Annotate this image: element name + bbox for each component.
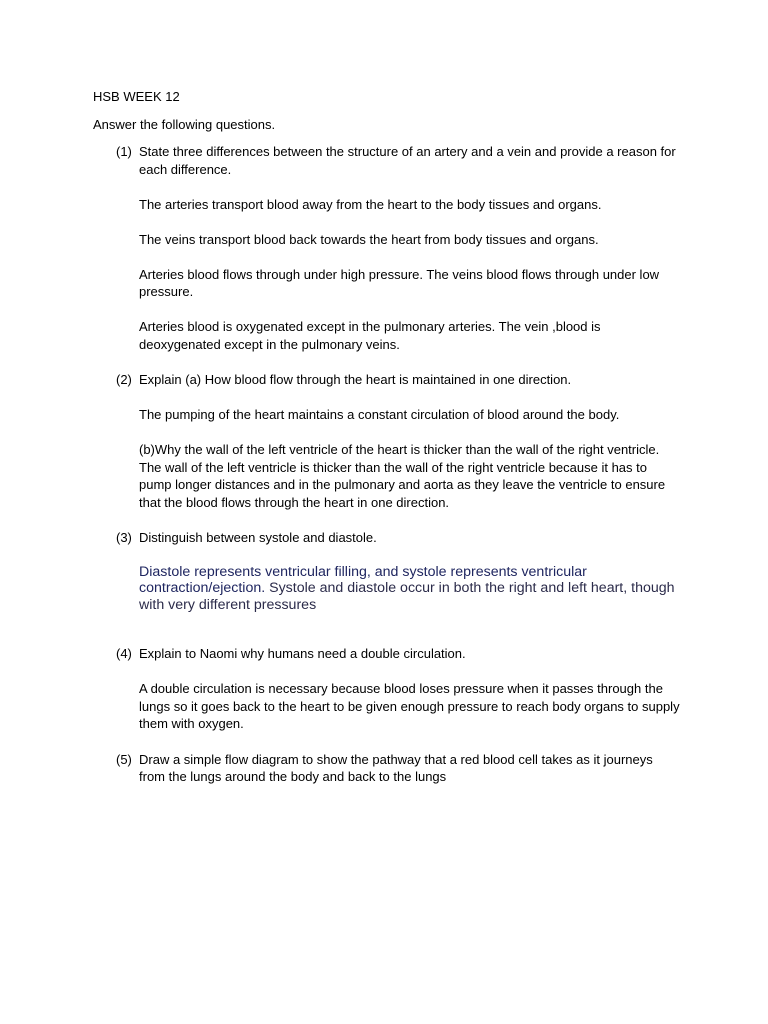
answer-paragraph: Arteries blood is oxygenated except in the pulmonary arteries. The vein ,blood is deoxygenated except in the pulmonary veins. (139, 319, 601, 352)
answer-paragraph: A double circulation is necessary because blood loses pressure when it passes through the lungs so it goes back to the heart to be given enough pressure to reach body organs to supply them with oxygen. (139, 681, 680, 732)
question-3 (116, 529, 681, 613)
question-2 (116, 371, 681, 511)
question-5 (116, 751, 681, 786)
answer-lead: Diastole represents ventricular filling, and systole represents ventricular contraction/ejection. (139, 563, 587, 596)
answer-paragraph (139, 564, 681, 614)
question-text: State three differences between the structure of an artery and a vein and provide a reason for each difference. (139, 144, 676, 177)
question-text: Draw a simple flow diagram to show the pathway that a red blood cell takes as it journeys from the lungs around the body and back to the lungs (139, 751, 653, 785)
answer-paragraph: The veins transport blood back towards the heart from body tissues and organs. (139, 231, 599, 247)
answer-paragraph: The arteries transport blood away from the heart to the body tissues and organs. (139, 196, 602, 212)
question-number: (5) (116, 751, 132, 767)
question-1 (116, 143, 681, 353)
question-4 (116, 645, 681, 733)
question-text: Explain to Naomi why humans need a double circulation. (139, 646, 466, 662)
answer-paragraph: The wall of the left ventricle is thicker than the wall of the right ventricle because it has to pump longer distances and in the pulmonary and aorta as they leave the ventricle to ensure that the blood flows through the heart in one direction. (139, 459, 666, 510)
document-title: HSB WEEK 12 (93, 89, 180, 104)
sub-question-b: (b)Why the wall of the left ventricle of the heart is thicker than the wall of the right ventricle. (139, 442, 660, 457)
answer-paragraph: The pumping of the heart maintains a constant circulation of blood around the body. (139, 407, 620, 422)
question-list (116, 143, 681, 786)
question-number: (4) (116, 646, 132, 662)
answer-rest: Systole and diastole occur in both the right and left heart, though with very different pressures (139, 580, 675, 613)
instructions: Answer the following questions. (93, 117, 276, 132)
question-number: (3) (116, 530, 132, 545)
question-text: Explain (a) How blood flow through the heart is maintained in one direction. (139, 372, 572, 387)
question-number: (2) (116, 372, 132, 387)
answer-paragraph: Arteries blood flows through under high pressure. The veins blood flows through under low pressure. (139, 266, 660, 299)
question-text: Distinguish between systole and diastole. (139, 530, 377, 545)
question-number: (1) (116, 144, 132, 159)
